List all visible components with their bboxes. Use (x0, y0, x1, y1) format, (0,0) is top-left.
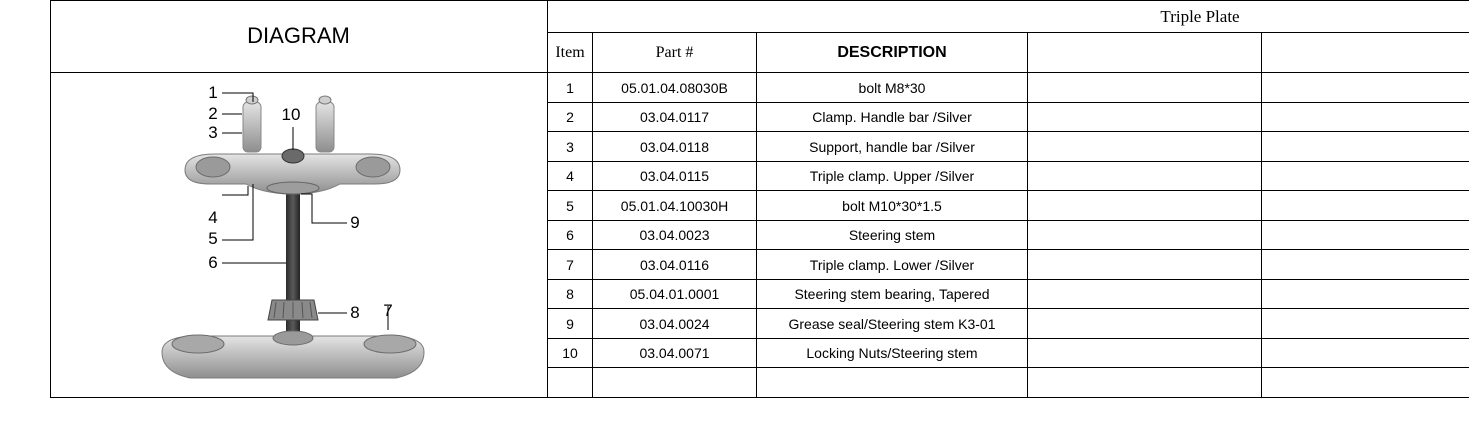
row-description: bolt M8*30 (858, 79, 926, 96)
row-part-number: 03.04.0115 (639, 168, 710, 184)
table-col-rule (1261, 32, 1262, 398)
row-part-number: 03.04.0023 (639, 227, 710, 243)
header-description: DESCRIPTION (837, 43, 947, 61)
callout-1: 1 (208, 83, 218, 102)
row-description: bolt M10*30*1.5 (842, 197, 942, 214)
row-part-number: 03.04.0116 (639, 256, 710, 273)
parts-sheet (50, 0, 1469, 398)
triple-plate-diagram (50, 72, 547, 398)
row-part-number: 03.04.0117 (639, 109, 710, 125)
row-item: 1 (566, 79, 574, 96)
row-part-number: 05.04.01.0001 (629, 286, 720, 302)
locking-nut-shape (282, 149, 304, 163)
header-part-number: Part # (655, 43, 694, 61)
table-col-rule (1027, 32, 1028, 398)
row-description: Support, handle bar /Silver (809, 138, 975, 155)
row-part-number: 05.01.04.08030B (621, 79, 728, 96)
diagram-title: DIAGRAM (247, 23, 350, 48)
callout-6: 6 (208, 253, 218, 272)
steering-stem-shape (286, 182, 300, 352)
row-part-number: 03.04.0024 (639, 315, 710, 332)
callout-8: 8 (350, 303, 360, 322)
row-description: Triple clamp. Upper /Silver (809, 168, 975, 184)
callout-5: 5 (208, 229, 218, 248)
callout-3: 3 (208, 123, 218, 142)
row-part-number: 03.04.0118 (639, 138, 710, 155)
row-item: 7 (566, 256, 574, 273)
table-rule (547, 367, 1469, 368)
callout-4: 4 (208, 208, 218, 227)
grease-seal-shape (267, 182, 319, 194)
row-description: Steering stem (848, 227, 936, 243)
callout-2: 2 (208, 104, 218, 123)
row-description: Steering stem bearing, Tapered (794, 286, 990, 302)
row-item: 9 (566, 315, 574, 332)
row-part-number: 05.01.04.10030H (620, 197, 729, 214)
row-description: Clamp. Handle bar /Silver (812, 109, 972, 125)
row-item: 6 (566, 227, 574, 243)
handlebar-clamp-right (316, 96, 334, 152)
row-description: Triple clamp. Lower /Silver (809, 256, 975, 273)
row-description: Grease seal/Steering stem K3-01 (788, 315, 996, 332)
row-item: 4 (566, 168, 574, 184)
callout-10: 10 (281, 105, 301, 124)
handlebar-clamp-left (243, 96, 261, 152)
header-item: Item (555, 43, 585, 61)
row-item: 2 (566, 109, 574, 125)
row-description: Locking Nuts/Steering stem (806, 345, 978, 361)
row-item: 10 (562, 345, 578, 361)
callout-7: 7 (383, 301, 393, 320)
row-item: 8 (566, 286, 574, 302)
callout-9: 9 (350, 213, 360, 232)
row-part-number: 03.04.0071 (639, 345, 710, 361)
section-title: Triple Plate (1160, 7, 1240, 26)
row-item: 3 (566, 138, 574, 155)
row-item: 5 (566, 197, 574, 214)
